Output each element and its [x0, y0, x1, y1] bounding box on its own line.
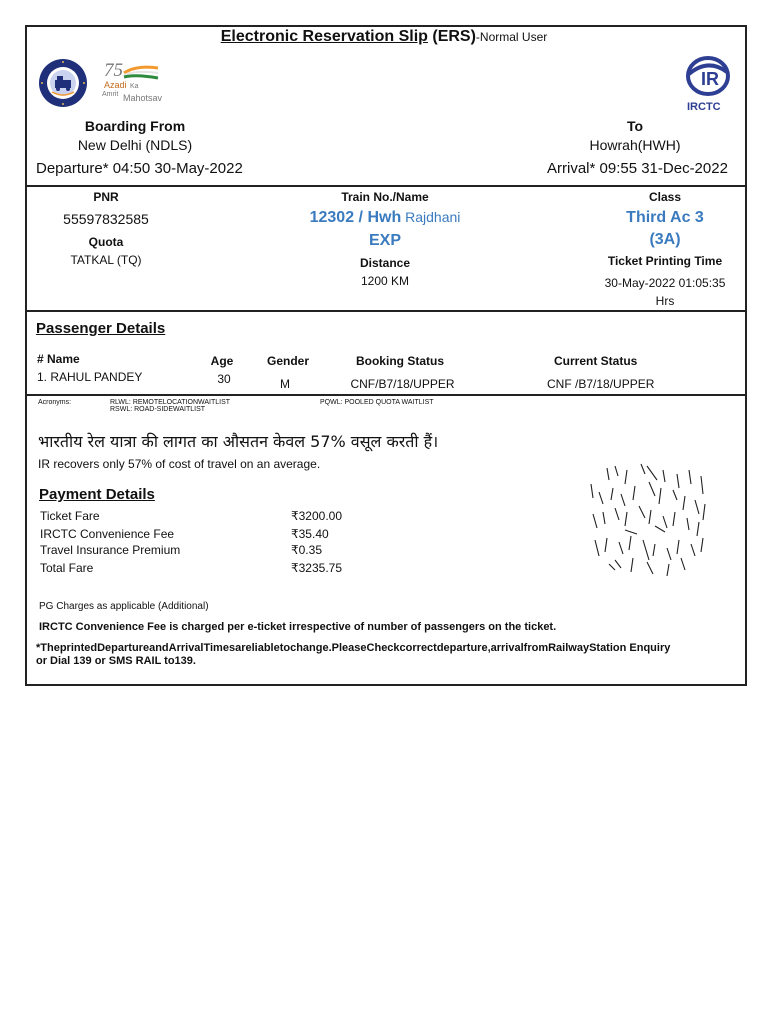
- col-gender-header: Gender: [266, 354, 309, 368]
- to-label: To: [626, 118, 644, 134]
- train-label: Train No./Name: [341, 190, 429, 204]
- train-name: Rajdhani: [401, 209, 461, 225]
- english-notice: IR recovers only 57% of cost of travel on an average.: [38, 457, 321, 471]
- page-title: [0, 28, 768, 46]
- divider-journey: [25, 185, 747, 187]
- acronyms-label: Acronyms:: [38, 399, 72, 406]
- distance-value: 1200 KM: [360, 274, 410, 288]
- azadi-ka: Ka: [130, 83, 139, 90]
- azadi-ka-amrit-mahotsav-logo: [102, 60, 174, 106]
- convenience-fee-amount: ₹35.40: [291, 527, 329, 541]
- irctc-mark: IR: [701, 69, 719, 89]
- passenger-details-title: Passenger Details: [36, 320, 166, 337]
- passenger-gender: M: [280, 377, 290, 391]
- pnr-value: 55597832585: [63, 211, 149, 227]
- class-name: Third Ac 3: [626, 209, 704, 226]
- irctc-logo-text: IRCTC: [687, 101, 721, 113]
- qr-scribble: [585, 460, 713, 580]
- insurance-amount: ₹0.35: [291, 543, 322, 557]
- col-booking-header: Booking Status: [355, 354, 444, 368]
- azadi-number: 75: [104, 60, 123, 81]
- total-fare-amount: ₹3235.75: [291, 561, 343, 575]
- passenger-name: 1. RAHUL PANDEY: [37, 370, 143, 384]
- indian-railways-logo: [38, 58, 88, 108]
- passenger-age: 30: [217, 372, 231, 386]
- payment-details-title: Payment Details: [39, 486, 155, 503]
- title-main: Electronic Reservation Slip: [220, 28, 428, 45]
- divider-ticket: [25, 310, 747, 312]
- class-code: (3A): [649, 231, 681, 248]
- pg-charges-note: PG Charges as applicable (Additional): [39, 601, 209, 612]
- train-number-name: [290, 209, 480, 227]
- train-type: EXP: [368, 232, 401, 249]
- quota-value: TATKAL (TQ): [70, 253, 142, 267]
- convenience-fee-note: IRCTC Convenience Fee is charged per e-ticket irrespective of number of passengers on the ticket.: [39, 621, 557, 633]
- azadi-line3: Mahotsav: [123, 93, 163, 103]
- boarding-from-label: Boarding From: [84, 118, 186, 134]
- timing-change-note-line1: *TheprintedDepartureandArrivalTimesareliabletochange.PleaseCheckcorrectdeparture,arrivalfromRailwayStation Enquiry: [36, 642, 671, 654]
- insurance-label: Travel Insurance Premium: [40, 543, 181, 557]
- boarding-station: New Delhi (NDLS): [77, 137, 193, 153]
- print-time-unit: Hrs: [655, 294, 675, 308]
- acronym-rswl: RSWL: ROAD-SIDEWAITLIST: [110, 406, 206, 413]
- col-age-header: Age: [210, 354, 234, 368]
- irctc-logo: [683, 52, 733, 116]
- distance-label: Distance: [359, 256, 411, 270]
- divider-passenger: [25, 394, 747, 396]
- current-status: CNF /B7/18/UPPER: [547, 377, 655, 391]
- quota-label: Quota: [88, 235, 124, 249]
- timing-change-note-line2: or Dial 139 or SMS RAIL to139.: [36, 655, 196, 667]
- ticket-fare-label: Ticket Fare: [40, 509, 100, 523]
- departure-time: Departure* 04:50 30-May-2022: [36, 160, 243, 177]
- flag-swoosh-icon: [122, 64, 160, 82]
- ticket-fare-amount: ₹3200.00: [291, 509, 343, 523]
- class-label: Class: [648, 190, 682, 204]
- print-time-label: Ticket Printing Time: [607, 254, 723, 268]
- convenience-fee-label: IRCTC Convenience Fee: [40, 527, 175, 541]
- acronym-pqwl: PQWL: POOLED QUOTA WAITLIST: [320, 399, 434, 406]
- pnr-label: PNR: [93, 190, 119, 204]
- hindi-notice: भारतीय रेल यात्रा की लागत का औसतन केवल 57% वसूल करती हैं।: [38, 432, 439, 451]
- acronym-rlwl: RLWL: REMOTELOCATIONWAITLIST: [110, 399, 231, 406]
- print-time-value: 30-May-2022 01:05:35: [604, 276, 726, 290]
- train-number: 12302 / Hwh: [309, 209, 402, 226]
- destination-station: Howrah(HWH): [589, 137, 681, 153]
- azadi-line1: Azadi: [104, 80, 127, 90]
- booking-status: CNF/B7/18/UPPER: [350, 377, 455, 391]
- col-name-header: # Name: [37, 352, 80, 366]
- irctc-emblem-icon: [683, 52, 733, 100]
- title-ers: (ERS): [427, 28, 476, 45]
- total-fare-label: Total Fare: [40, 561, 94, 575]
- arrival-time: Arrival* 09:55 31-Dec-2022: [547, 160, 728, 177]
- azadi-line2: Amrit: [102, 91, 119, 98]
- title-suffix: -Normal User: [475, 30, 548, 44]
- col-current-header: Current Status: [554, 354, 638, 368]
